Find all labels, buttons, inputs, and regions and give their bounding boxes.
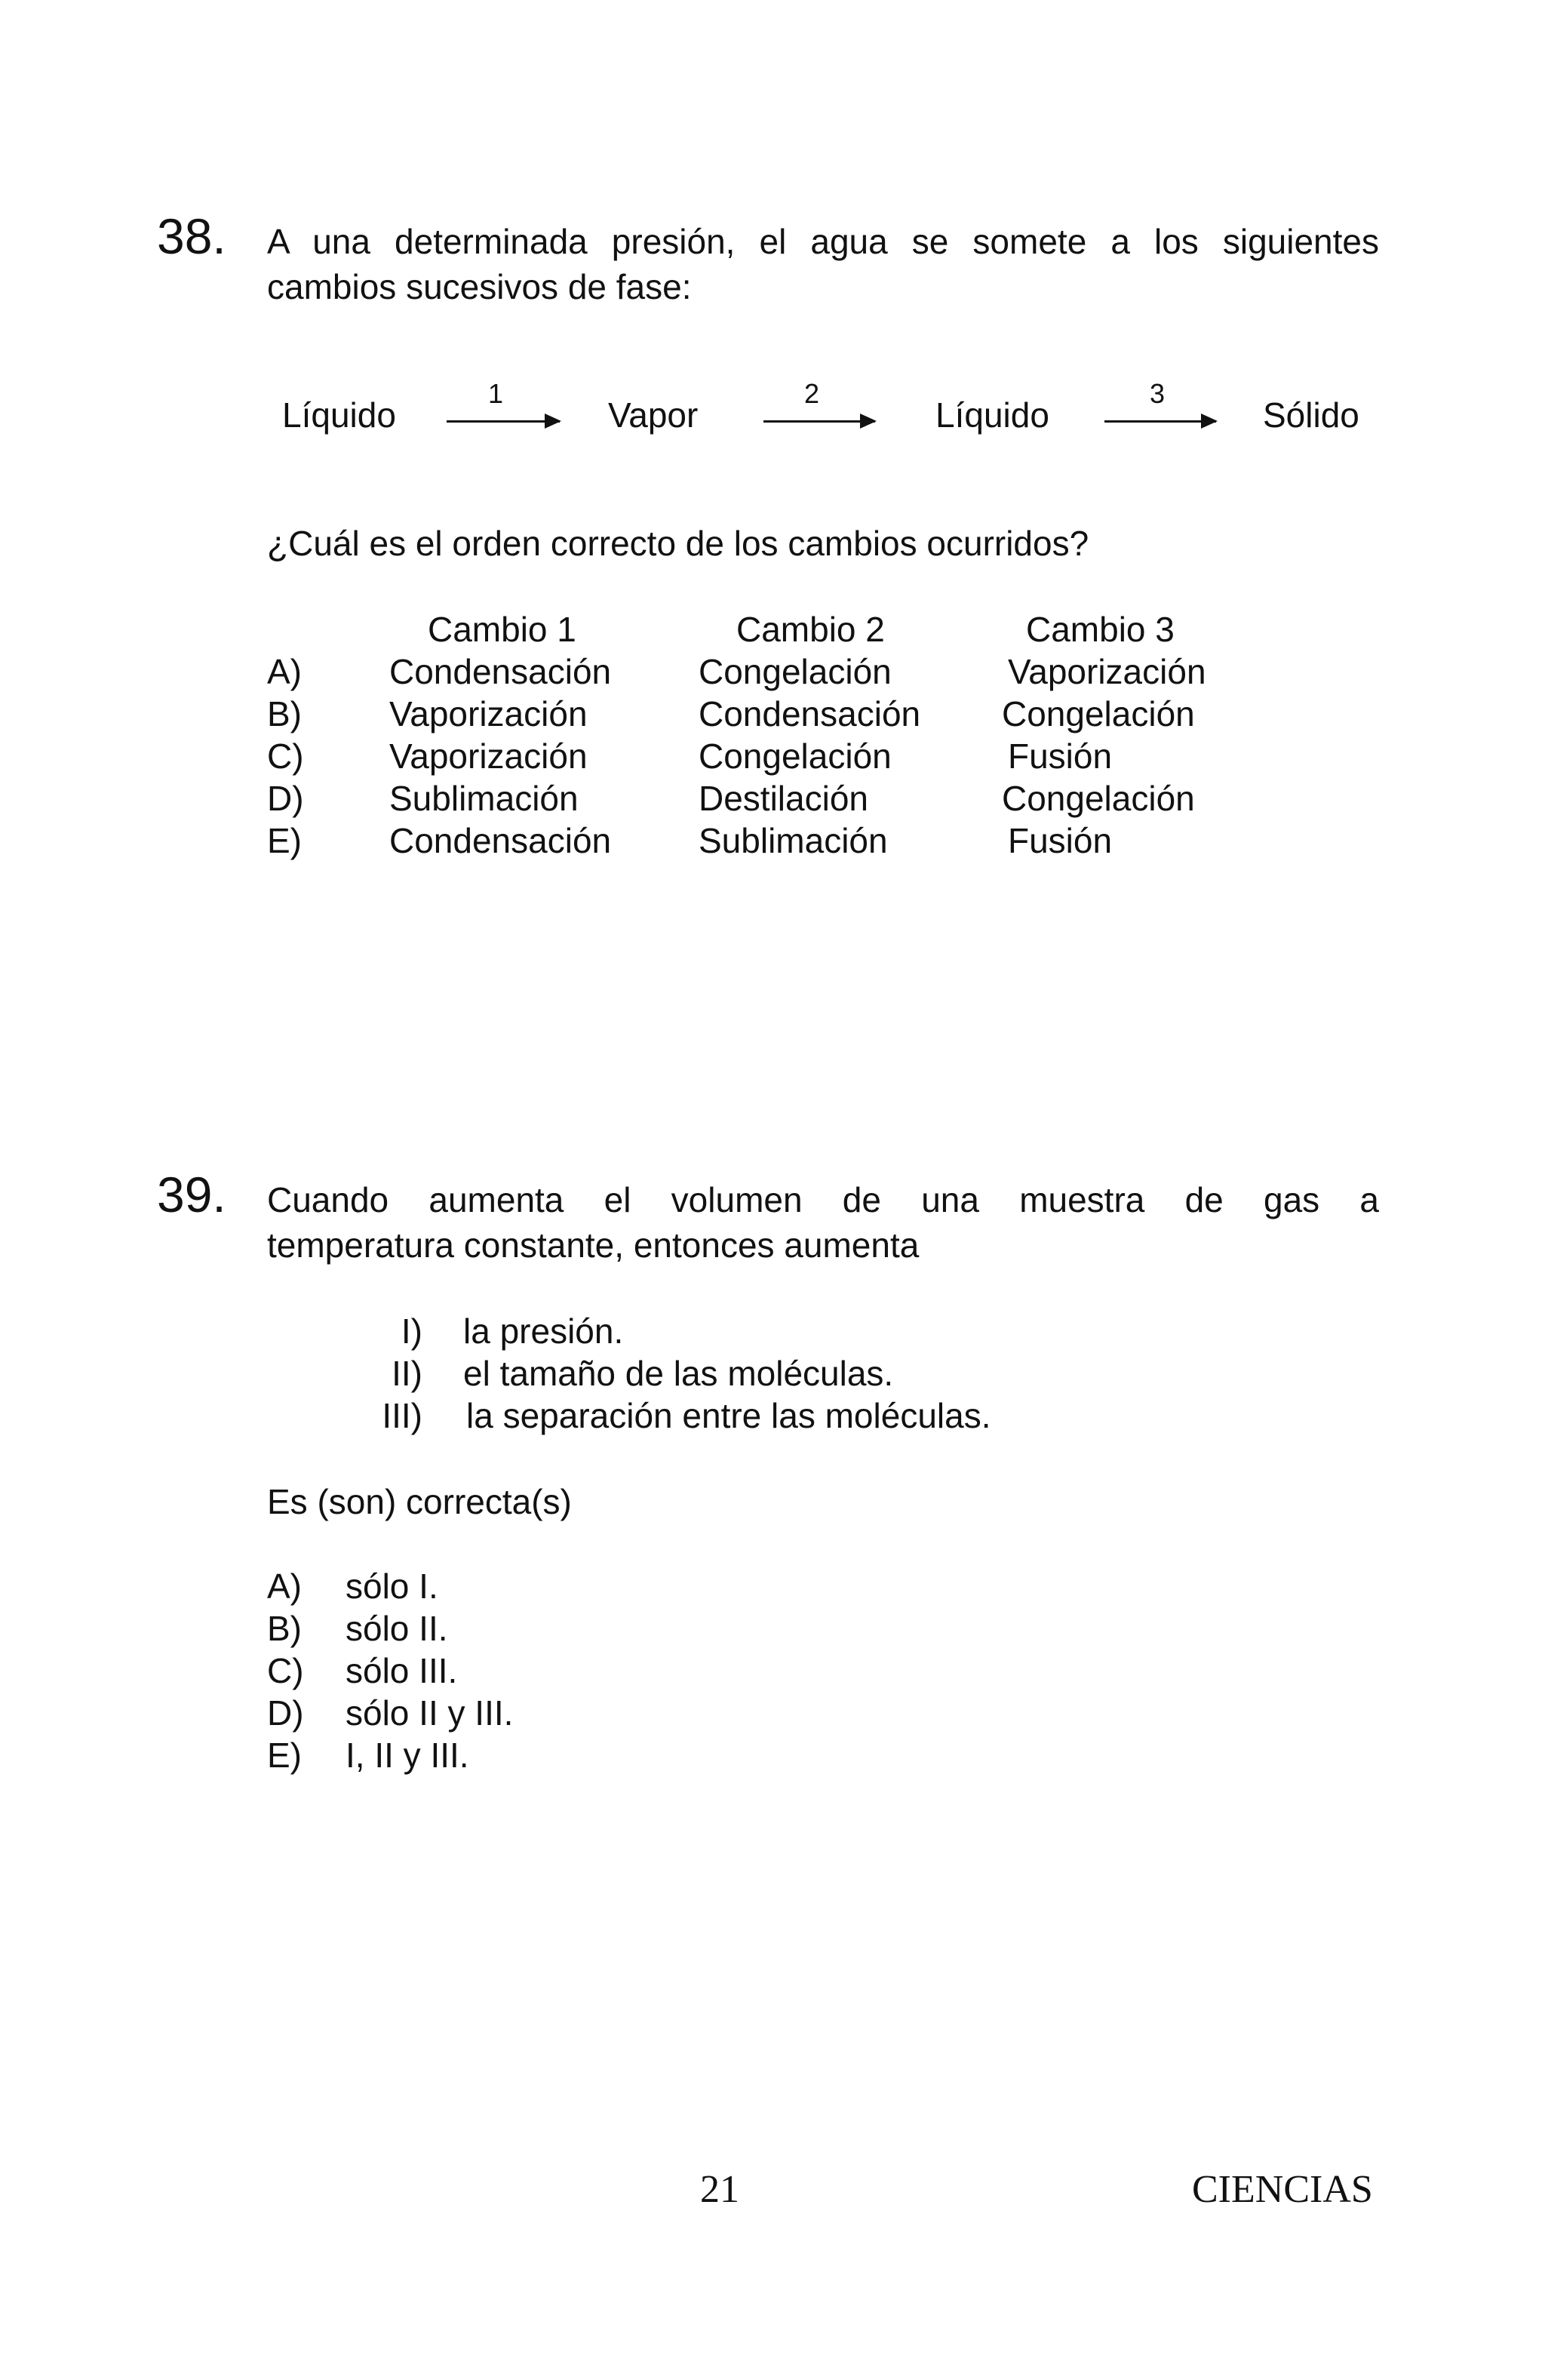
question-39-stem bbox=[267, 1177, 1379, 1268]
statement-text: la presión. bbox=[463, 1311, 624, 1351]
option-letter: B) bbox=[267, 694, 302, 733]
statement-numeral: III) bbox=[382, 1396, 422, 1435]
question-38-stem-line-2: cambios sucesivos de fase: bbox=[267, 267, 692, 306]
option-cambio-2: Congelación bbox=[699, 652, 892, 691]
option-cambio-1: Vaporización bbox=[389, 736, 588, 776]
option-text: sólo II. bbox=[346, 1609, 448, 1648]
option-letter: D) bbox=[267, 779, 304, 818]
diagram-state-4: Sólido bbox=[1263, 395, 1359, 435]
table-header-cambio-2: Cambio 2 bbox=[736, 610, 885, 649]
option-cambio-2: Congelación bbox=[699, 736, 892, 776]
question-38-prompt: ¿Cuál es el orden correcto de los cambios ocurridos? bbox=[267, 524, 1089, 563]
diagram-step-2-label: 2 bbox=[804, 378, 820, 409]
option-letter: E) bbox=[267, 821, 302, 860]
option-cambio-1: Sublimación bbox=[389, 779, 579, 818]
option-cambio-3: Congelación bbox=[1002, 694, 1195, 733]
table-header-cambio-3: Cambio 3 bbox=[1026, 610, 1175, 649]
option-cambio-2: Sublimación bbox=[699, 821, 888, 860]
statement-text: la separación entre las moléculas. bbox=[466, 1396, 991, 1435]
option-cambio-3: Vaporización bbox=[1008, 652, 1206, 691]
option-letter: A) bbox=[267, 1567, 302, 1606]
option-cambio-3: Congelación bbox=[1002, 779, 1195, 818]
question-39-number: 39. bbox=[157, 1167, 226, 1222]
option-text: sólo III. bbox=[346, 1651, 458, 1690]
statement-numeral: I) bbox=[401, 1311, 422, 1351]
table-header-cambio-1: Cambio 1 bbox=[428, 610, 576, 649]
question-38-stem-line-1: A una determinada presión, el agua se somete a los siguientes bbox=[267, 222, 1379, 261]
question-38-stem bbox=[267, 219, 1379, 309]
statement-text: el tamaño de las moléculas. bbox=[463, 1354, 894, 1393]
page-number: 21 bbox=[700, 2168, 739, 2211]
option-letter: B) bbox=[267, 1609, 302, 1648]
option-text: I, II y III. bbox=[346, 1736, 469, 1775]
option-letter: E) bbox=[267, 1736, 302, 1775]
option-text: sólo I. bbox=[346, 1567, 438, 1606]
option-cambio-1: Vaporización bbox=[389, 694, 588, 733]
question-39-stem-line-2: temperatura constante, entonces aumenta bbox=[267, 1225, 920, 1265]
diagram-step-3-label: 3 bbox=[1150, 378, 1166, 409]
diagram-state-1: Líquido bbox=[282, 395, 396, 435]
option-letter: C) bbox=[267, 736, 304, 776]
option-cambio-3: Fusión bbox=[1008, 736, 1113, 776]
option-cambio-1: Condensación bbox=[389, 652, 612, 691]
diagram-arrow-2 bbox=[763, 420, 875, 423]
option-cambio-2: Condensación bbox=[699, 694, 921, 733]
option-letter: D) bbox=[267, 1693, 304, 1733]
option-letter: A) bbox=[267, 652, 302, 691]
diagram-step-1-label: 1 bbox=[488, 378, 504, 409]
option-cambio-3: Fusión bbox=[1008, 821, 1113, 860]
diagram-state-2: Vapor bbox=[608, 395, 699, 435]
section-name: CIENCIAS bbox=[1192, 2168, 1373, 2211]
diagram-arrow-3 bbox=[1104, 420, 1216, 423]
option-cambio-1: Condensación bbox=[389, 821, 612, 860]
question-39-stem-line-1: Cuando aumenta el volumen de una muestra de gas a bbox=[267, 1180, 1379, 1219]
option-cambio-2: Destilación bbox=[699, 779, 868, 818]
diagram-state-3: Líquido bbox=[935, 395, 1049, 435]
option-text: sólo II y III. bbox=[346, 1693, 514, 1733]
statement-numeral: II) bbox=[392, 1354, 422, 1393]
option-letter: C) bbox=[267, 1651, 304, 1690]
question-39-prompt: Es (son) correcta(s) bbox=[267, 1482, 572, 1521]
diagram-arrow-1 bbox=[447, 420, 560, 423]
question-38-number: 38. bbox=[157, 208, 226, 264]
